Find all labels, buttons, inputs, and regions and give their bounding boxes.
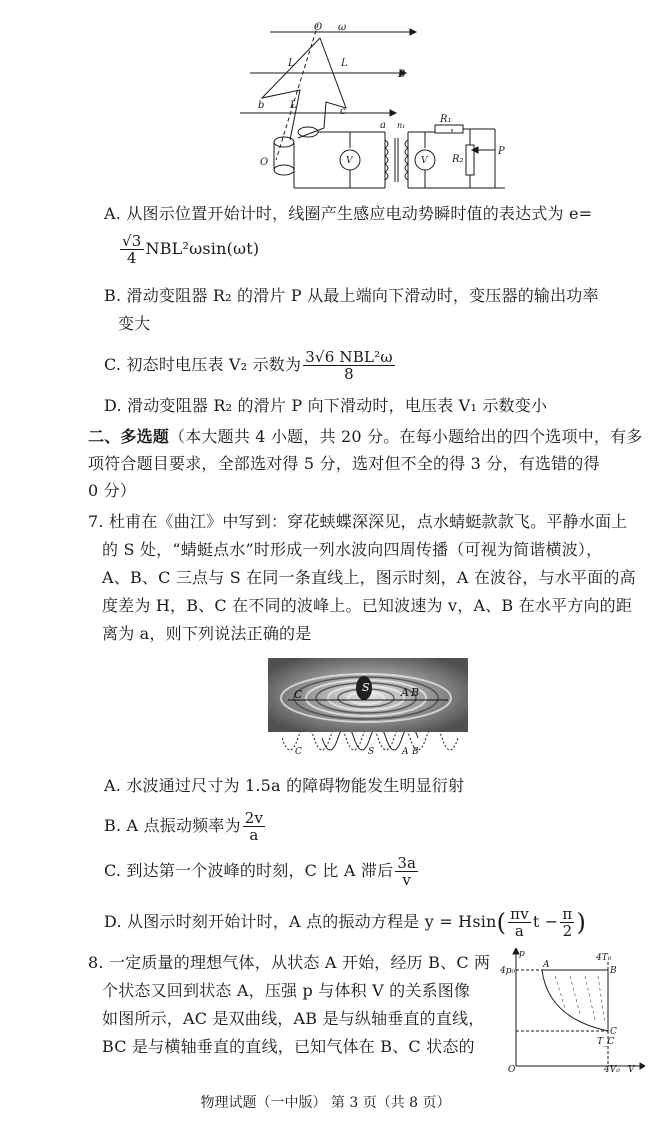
q7-stem-line4: 度差为 H，B、C 在不同的波峰上。已知波速为 v，A、B 在水平方向的距 bbox=[102, 596, 633, 615]
wave-sketch bbox=[282, 732, 462, 766]
pv-graph bbox=[500, 948, 645, 1073]
q7-stem-line2: 的 S 处，“蜻蜓点水”时形成一列水波向四周传播（可视为简谐横波）， bbox=[102, 540, 603, 559]
q8-stem-line3: 如图所示，AC 是双曲线，AB 是与纵轴垂直的直线， bbox=[102, 1009, 485, 1028]
pv-label-4p0: 4p₀ bbox=[500, 966, 516, 976]
page-footer: 物理试题（一中版） 第 3 页（共 8 页） bbox=[200, 1095, 451, 1111]
section2-intro: （本大题共 4 小题，共 20 分。在每小题给出的四个选项中，有多 bbox=[169, 427, 643, 446]
fig1-label-omega: ω bbox=[338, 22, 347, 33]
fig1-label-B: B bbox=[398, 69, 406, 80]
pv-label-O: O bbox=[508, 1065, 516, 1073]
q7-b-den: a bbox=[249, 826, 259, 844]
fig1-label-L-right: L bbox=[341, 58, 348, 69]
fig1-label-V2: V bbox=[421, 156, 428, 166]
q7-d-rparen: ) bbox=[576, 908, 587, 937]
q7-d-den2: 2 bbox=[562, 922, 573, 940]
fig1-label-n1: n₁ bbox=[397, 121, 406, 130]
fig1-label-b: b bbox=[258, 100, 265, 111]
q6-c-num: 3√6 NBL²ω bbox=[305, 348, 393, 366]
q6-c-label: C. 初态时电压表 V₂ 示数为 bbox=[104, 355, 302, 374]
q7-c-fraction bbox=[395, 855, 418, 888]
q6-c-fraction bbox=[303, 349, 395, 382]
wave-label-A: A bbox=[402, 747, 409, 757]
q7-d-den: a bbox=[514, 922, 525, 940]
pv-label-B: B bbox=[610, 966, 617, 976]
wave-label-B: B bbox=[412, 747, 419, 757]
fig1-label-L-bottom: L bbox=[290, 100, 297, 111]
q8-stem-line1: 8. 一定质量的理想气体，从状态 A 开始，经历 B、C 两 bbox=[88, 953, 491, 972]
q7-b-label: B. A 点振动频率为 bbox=[104, 816, 241, 835]
q6-c-den: 8 bbox=[344, 365, 354, 383]
q7-b-num: 2v bbox=[244, 809, 264, 827]
fig1-label-a: a bbox=[380, 120, 386, 131]
q7-c-label: C. 到达第一个波峰的时刻，C 比 A 滞后 bbox=[104, 861, 394, 880]
q6-a-fraction bbox=[120, 233, 144, 266]
q7-d-fraction1 bbox=[508, 906, 531, 939]
water-ripple-photo bbox=[268, 658, 468, 732]
section2-line1 bbox=[88, 426, 643, 448]
q6-option-c bbox=[104, 348, 397, 382]
fig1-label-V1: V bbox=[346, 156, 353, 166]
q6-option-b-line2: 变大 bbox=[118, 314, 151, 333]
pv-label-A: A bbox=[543, 960, 550, 970]
photo-label-B: B bbox=[411, 686, 420, 699]
q6-option-a-formula bbox=[118, 232, 259, 266]
pv-label-Tc: T_C bbox=[597, 1037, 615, 1047]
q6-option-a: A. 从图示位置开始计时，线圈产生感应电动势瞬时值的表达式为 e= bbox=[104, 204, 593, 223]
q7-d-fraction2 bbox=[560, 906, 574, 939]
q6-a-den: 4 bbox=[126, 249, 137, 267]
q7-b-fraction bbox=[243, 810, 265, 843]
q7-stem-line5: 离为 a，则下列说法正确的是 bbox=[102, 624, 312, 643]
q7-option-b bbox=[104, 808, 267, 844]
q7-d-num2: π bbox=[562, 905, 573, 923]
q7-option-d bbox=[104, 904, 586, 941]
fig1-label-O-bottom: O bbox=[260, 157, 269, 168]
q7-c-den: v bbox=[402, 871, 412, 889]
fig1-label-O: O bbox=[314, 22, 323, 33]
section2-line3: 0 分） bbox=[88, 481, 137, 500]
section2-line2: 项符合题目要求，全部选对得 5 分，选对但不全的得 3 分，有选错的得 bbox=[88, 454, 600, 473]
pv-label-4T0: 4T₀ bbox=[596, 953, 612, 963]
photo-label-S: S bbox=[362, 681, 370, 694]
q7-d-num: πv bbox=[510, 905, 529, 923]
q7-c-num: 3a bbox=[397, 854, 417, 872]
generator-circuit-figure bbox=[240, 10, 520, 195]
q7-d-label: D. 从图示时刻开始计时，A 点的振动方程是 y = Hsin bbox=[104, 912, 497, 931]
q7-stem-line1: 7. 杜甫在《曲江》中写到：穿花蛱蝶深深见，点水蜻蜓款款飞。平静水面上 bbox=[88, 512, 628, 531]
q6-option-b-line1: B. 滑动变阻器 R₂ 的滑片 P 从最上端向下滑动时，变压器的输出功率 bbox=[104, 286, 599, 305]
q6-a-tail: NBL²ωsin(ωt) bbox=[145, 239, 260, 258]
q7-option-c bbox=[104, 853, 420, 889]
photo-label-C: C bbox=[294, 688, 303, 701]
fig1-label-R1: R₁ bbox=[440, 114, 452, 125]
fig1-label-P: P bbox=[498, 146, 505, 157]
fig1-label-R2: R₂ bbox=[452, 154, 464, 165]
q7-d-lparen: ( bbox=[496, 908, 507, 937]
photo-label-A: A bbox=[401, 686, 409, 699]
q6-option-d: D. 滑动变阻器 R₂ 的滑片 P 向下滑动时，电压表 V₁ 示数变小 bbox=[104, 396, 548, 415]
q7-option-a: A. 水波通过尺寸为 1.5a 的障碍物能发生明显衍射 bbox=[104, 776, 465, 795]
q8-stem-line4: BC 是与横轴垂直的直线，已知气体在 B、C 状态的 bbox=[102, 1037, 475, 1056]
wave-label-S: S bbox=[368, 747, 375, 757]
q7-stem-line3: A、B、C 三点与 S 在同一条直线上，图示时刻，A 在波谷，与水平面的高 bbox=[102, 568, 636, 587]
pv-label-4V0: 4V₀ bbox=[604, 1065, 620, 1073]
section2-title: 二、多选题 bbox=[88, 427, 170, 446]
fig1-label-L-left: L bbox=[288, 58, 295, 69]
q7-d-mid: t − bbox=[532, 912, 559, 931]
wave-label-C: C bbox=[295, 747, 302, 757]
pv-label-C: C bbox=[610, 1027, 617, 1037]
q6-a-num: √3 bbox=[122, 232, 142, 250]
q8-stem-line2: 个状态又回到状态 A，压强 p 与体积 V 的关系图像 bbox=[102, 981, 471, 1000]
pv-label-V: V bbox=[628, 1065, 635, 1073]
pv-label-p: p bbox=[519, 949, 525, 959]
fig1-label-c: c bbox=[340, 106, 346, 117]
